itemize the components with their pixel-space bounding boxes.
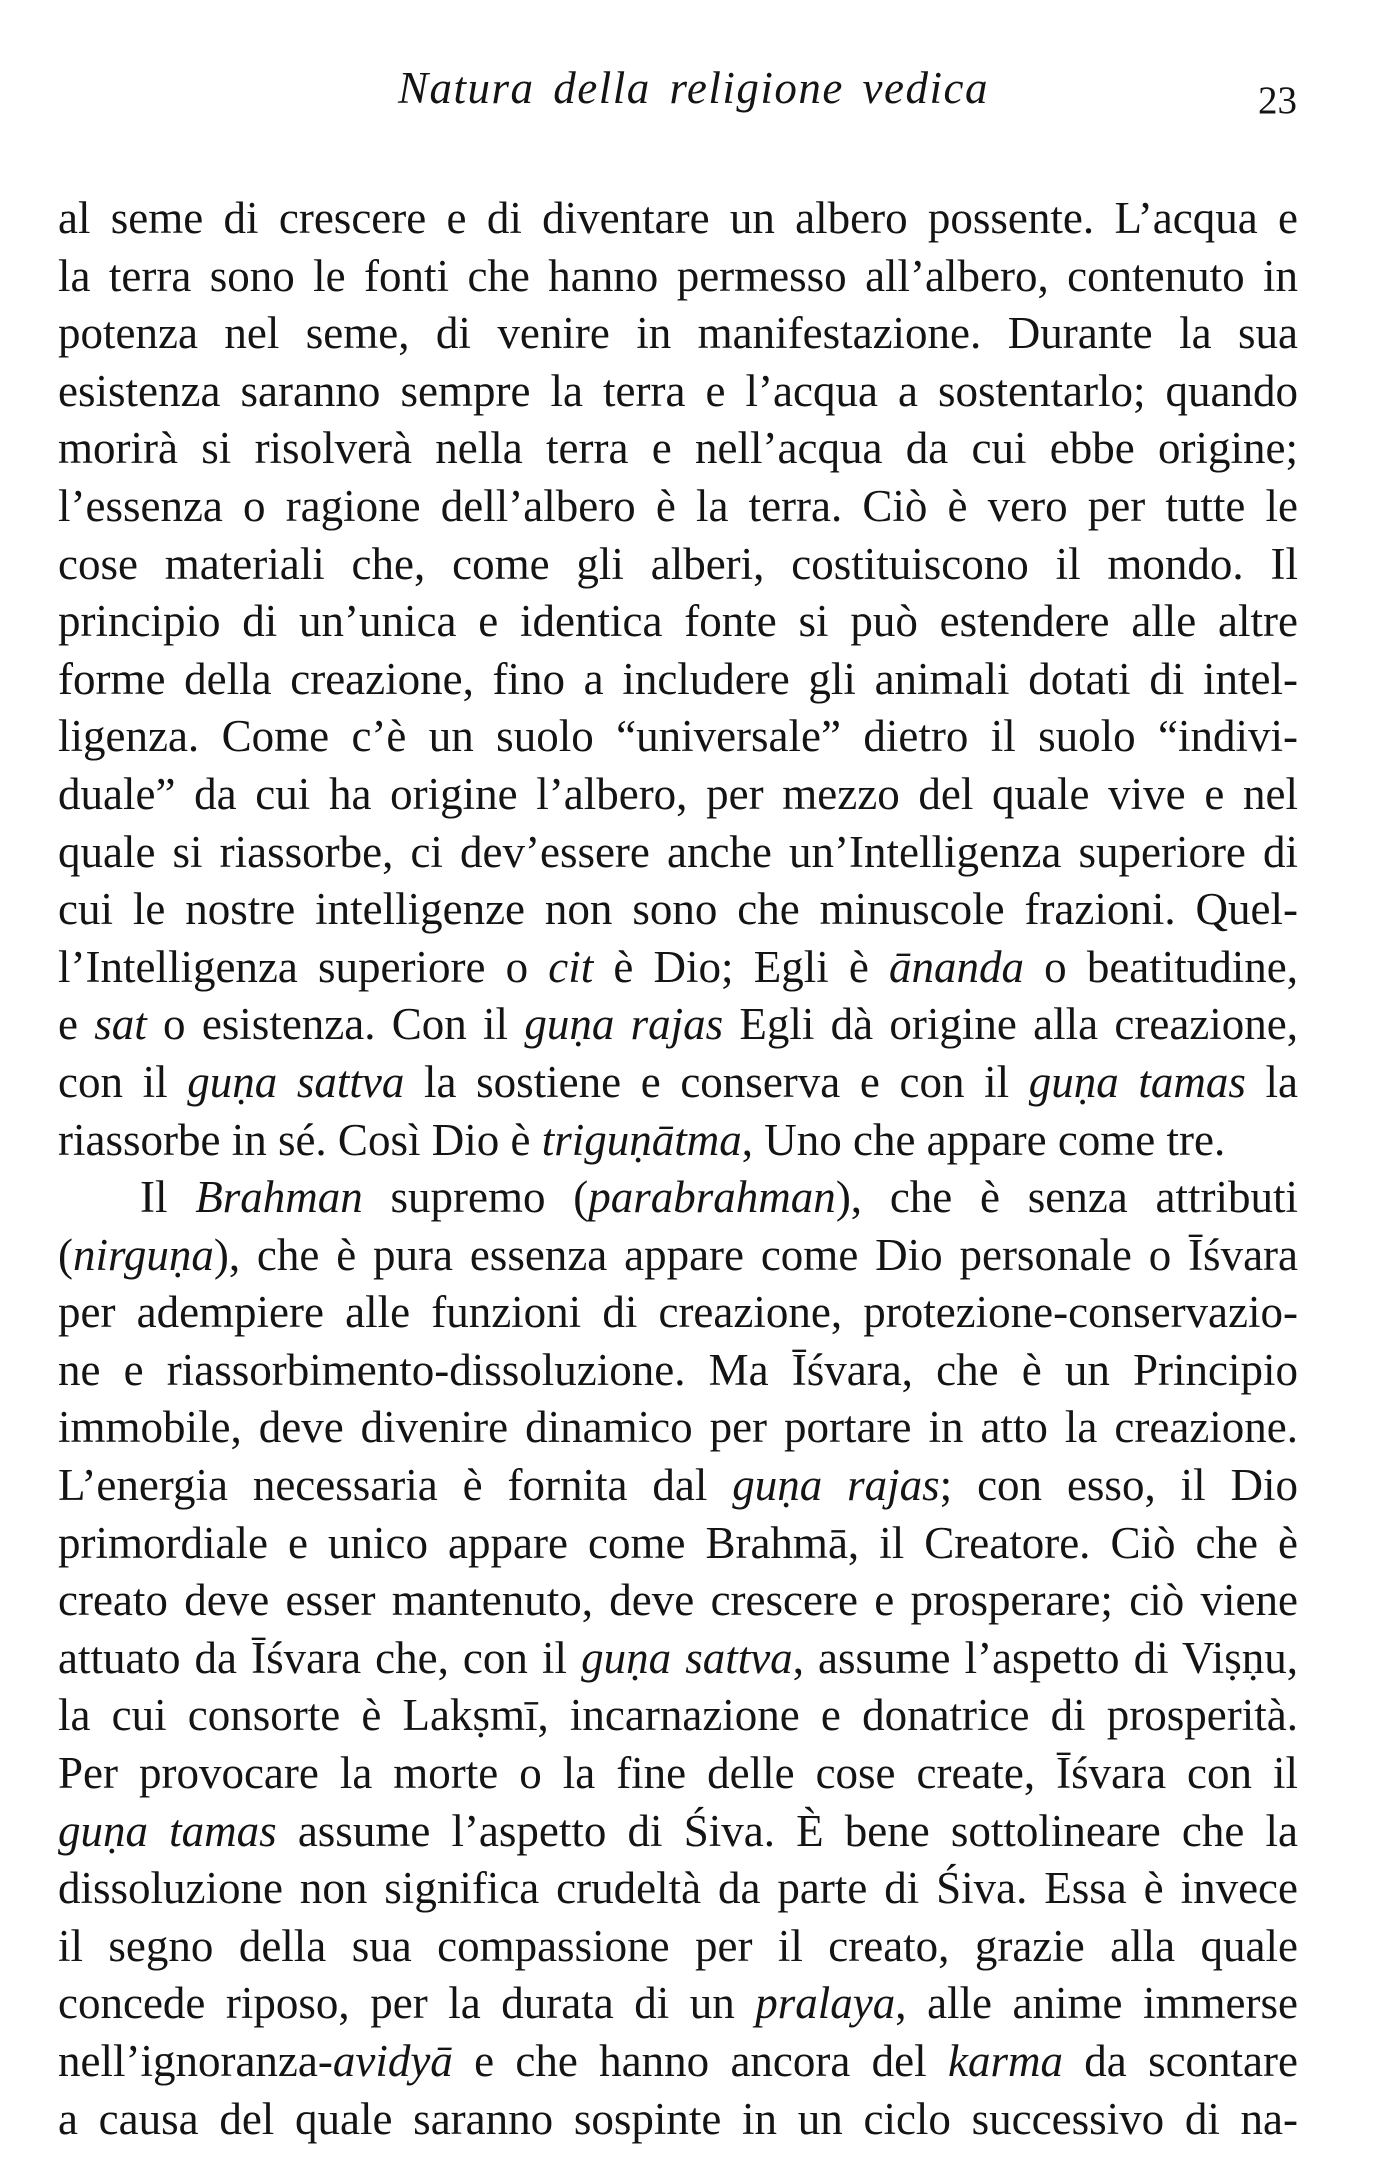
text-line	[58, 593, 1298, 651]
text-line	[58, 939, 1298, 997]
italic-term: guṇa tamas	[1028, 1056, 1246, 1107]
text-run: da scontare	[1062, 2036, 1298, 2086]
text-run: (	[58, 1229, 73, 1280]
text-run: la	[1245, 1056, 1298, 1107]
text-line	[58, 1054, 1298, 1112]
text-run: ), che è senza attributi	[835, 1172, 1298, 1223]
text-run: la cui consorte è Lakṣmī, incarnazione e donatrice di prosperità.	[58, 1690, 1298, 1741]
text-run: primordiale e unico appare come Brahmā, il Creatore. Ciò che è	[58, 1517, 1298, 1568]
text-run: ligenza. Come c’è un suolo “universale” dietro il suolo “indivi-	[58, 711, 1298, 762]
text-line	[58, 651, 1298, 709]
text-line	[58, 536, 1298, 594]
text-line	[58, 1745, 1298, 1803]
italic-term: cit	[548, 941, 594, 992]
text-run: cui le nostre intelligenze non sono che minuscole frazioni. Quel-	[58, 884, 1298, 935]
text-run: ; con esso, il Dio	[939, 1460, 1299, 1511]
italic-term: karma	[947, 2036, 1063, 2086]
text-line	[58, 1399, 1298, 1457]
text-line	[58, 881, 1298, 939]
text-line	[58, 1457, 1298, 1515]
text-line	[58, 1630, 1298, 1688]
body-text	[58, 190, 1298, 2148]
text-run: o beatitudine,	[1024, 941, 1298, 992]
text-run: forme della creazione, fino a includere gli animali dotati di intel-	[58, 653, 1298, 704]
text-line	[58, 248, 1298, 306]
text-run: per adempiere alle funzioni di creazione, protezione-conservazio-	[58, 1287, 1298, 1338]
text-line	[58, 363, 1298, 421]
text-line	[58, 1803, 1298, 1861]
italic-term: parabrahman	[588, 1172, 836, 1223]
text-run: con il	[58, 1056, 188, 1107]
text-line	[58, 1860, 1298, 1918]
text-line	[58, 824, 1298, 882]
text-run: L’energia necessaria è fornita dal	[58, 1460, 733, 1511]
text-line	[58, 1227, 1298, 1285]
text-run: duale” da cui ha origine l’albero, per mezzo del quale vive e nel	[58, 768, 1298, 819]
text-run: , Uno che appare come tre.	[741, 1114, 1226, 1165]
text-run: e che hanno ancora del	[452, 2036, 948, 2086]
text-line	[58, 2091, 1298, 2149]
italic-term: guṇa sattva	[187, 1056, 405, 1107]
text-run: potenza nel seme, di venire in manifestazione. Durante la sua	[58, 308, 1298, 359]
text-run: la terra sono le fonti che hanno permesso all’albero, contenuto in	[58, 250, 1298, 301]
text-run: principio di un’unica e identica fonte si può estendere alle altre	[58, 596, 1298, 647]
italic-term: avidyā	[332, 2036, 453, 2086]
running-header: Natura della religione vedica	[398, 63, 989, 113]
text-run: quale si riassorbe, ci dev’essere anche un’Intelligenza superiore di	[58, 826, 1298, 877]
text-line	[58, 1112, 1298, 1170]
text-run: , assume l’aspetto di Viṣṇu,	[792, 1632, 1298, 1683]
text-run: assume l’aspetto di Śiva. È bene sottolineare che la	[276, 1805, 1298, 1856]
text-line	[58, 478, 1298, 536]
text-line	[58, 420, 1298, 478]
text-run: , alle anime immerse	[895, 1978, 1298, 2029]
text-run: al seme di crescere e di diventare un albero possente. L’acqua e	[58, 193, 1298, 243]
italic-term: guṇa tamas	[58, 1805, 277, 1856]
italic-term: guṇa rajas	[524, 999, 724, 1050]
text-run: supremo (	[362, 1172, 589, 1223]
text-run: Per provocare la morte o la fine delle cose create, Īśvara con il	[58, 1748, 1298, 1799]
text-run: morirà si risolverà nella terra e nell’acqua da cui ebbe origine;	[58, 423, 1298, 474]
text-line	[58, 1975, 1298, 2033]
paragraph	[58, 190, 1298, 1169]
text-run: la sostiene e conserva e con il	[404, 1056, 1029, 1107]
text-run: ne e riassorbimento-dissoluzione. Ma Īśvara, che è un Principio	[58, 1344, 1298, 1395]
text-run: Il	[140, 1172, 196, 1223]
italic-term: pralaya	[755, 1978, 896, 2029]
text-line	[58, 1284, 1298, 1342]
text-line	[58, 1918, 1298, 1976]
text-run: creato deve esser mantenuto, deve crescere e prosperare; ciò viene	[58, 1575, 1298, 1626]
text-line	[58, 2033, 1298, 2091]
text-run: l’essenza o ragione dell’albero è la terra. Ciò è vero per tutte le	[58, 480, 1298, 531]
text-run: attuato da Īśvara che, con il	[58, 1632, 582, 1683]
text-run: riassorbe in sé. Così Dio è	[58, 1114, 542, 1165]
text-line	[58, 708, 1298, 766]
text-run: ), che è pura essenza appare come Dio personale o Īśvara	[213, 1229, 1298, 1280]
italic-term: triguṇātma	[541, 1114, 742, 1165]
text-line	[58, 1342, 1298, 1400]
text-line	[58, 1169, 1298, 1227]
text-run: è Dio; Egli è	[593, 941, 889, 992]
text-line	[58, 996, 1298, 1054]
text-run: immobile, deve divenire dinamico per portare in atto la creazione.	[58, 1402, 1298, 1453]
text-line	[58, 766, 1298, 824]
text-line	[58, 305, 1298, 363]
text-line	[58, 190, 1298, 248]
text-run: Egli dà origine alla creazione,	[723, 999, 1298, 1050]
italic-term: guṇa rajas	[732, 1460, 940, 1511]
text-run: l’Intelligenza superiore o	[58, 941, 549, 992]
italic-term: nirguṇa	[73, 1229, 214, 1280]
italic-term: ānanda	[889, 941, 1024, 992]
page-number: 23	[1258, 79, 1297, 122]
text-line	[58, 1572, 1298, 1630]
text-run: a causa del quale saranno sospinte in un ciclo successivo di na-	[58, 2093, 1298, 2144]
text-run: esistenza saranno sempre la terra e l’acqua a sostentarlo; quando	[58, 365, 1298, 416]
text-run: concede riposo, per la durata di un	[58, 1978, 756, 2029]
italic-term: sat	[94, 999, 147, 1050]
paragraph	[58, 1169, 1298, 2148]
italic-term: Brahman	[195, 1172, 363, 1223]
text-run: dissoluzione non significa crudeltà da parte di Śiva. Essa è invece	[58, 1863, 1298, 1914]
text-line	[58, 1687, 1298, 1745]
text-run: cose materiali che, come gli alberi, costituiscono il mondo. Il	[58, 538, 1298, 589]
text-run: nell’ignoranza-	[58, 2036, 333, 2086]
italic-term: guṇa sattva	[581, 1632, 793, 1683]
text-run: o esistenza. Con il	[146, 999, 525, 1050]
text-run: e	[58, 999, 95, 1050]
text-line	[58, 1515, 1298, 1573]
text-run: il segno della sua compassione per il creato, grazie alla quale	[58, 1920, 1298, 1971]
